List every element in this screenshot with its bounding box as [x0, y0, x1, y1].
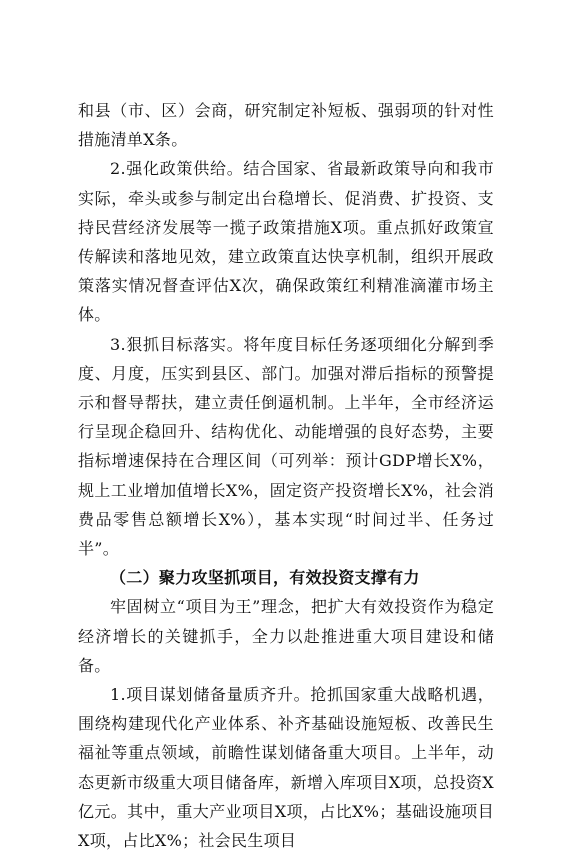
paragraph-continuation: 和县（市、区）会商，研究制定补短板、强弱项的针对性措施清单X条。 — [78, 101, 494, 150]
paragraph-project-intro: 牢固树立“项目为王”理念，把扩大有效投资作为稳定经济增长的关键抓手，全力以赴推进重大项目建设和储备。 — [78, 597, 494, 675]
paragraph-policy-supply: 2.强化政策供给。结合国家、省最新政策导向和我市实际，牵头或参与制定出台稳增长、促消费、扩投资、支持民营经济发展等一揽子政策措施X项。重点抓好政策宣传解读和落地见效，建立政策直达快享机制，组织开展政策落实情况督查评估X次，确保政策红利精准滴灌市场主体。 — [78, 159, 494, 325]
paragraph-project-planning: 1.项目谋划储备量质齐升。抢抓国家重大战略机遇，围绕构建现代化产业体系、补齐基础设施短板、改善民生福祉等重点领域，前瞻性谋划储备重大项目。上半年，动态更新市级重大项目储备库，新增入库项目X项，总投资X亿元。其中，重大产业项目X项，占比X%；基础设施项目X项，占比X%；社会民生项目 — [78, 685, 494, 851]
paragraph-target-implementation: 3.狠抓目标落实。将年度目标任务逐项细化分解到季度、月度，压实到县区、部门。加强对滞后指标的预警提示和督导帮扶，建立责任倒逼机制。上半年，全市经济运行呈现企稳回升、结构优化、动能增强的良好态势，主要指标增速保持在合理区间（可列举：预计GDP增长X%，规上工业增加值增长X%，固定资产投资增长X%，社会消费品零售总额增长X%），基本实现“时间过半、任务过半”。 — [78, 334, 494, 559]
document-body — [78, 96, 494, 855]
section-heading: （二）聚力攻坚抓项目，有效投资支撑有力 — [110, 568, 420, 588]
